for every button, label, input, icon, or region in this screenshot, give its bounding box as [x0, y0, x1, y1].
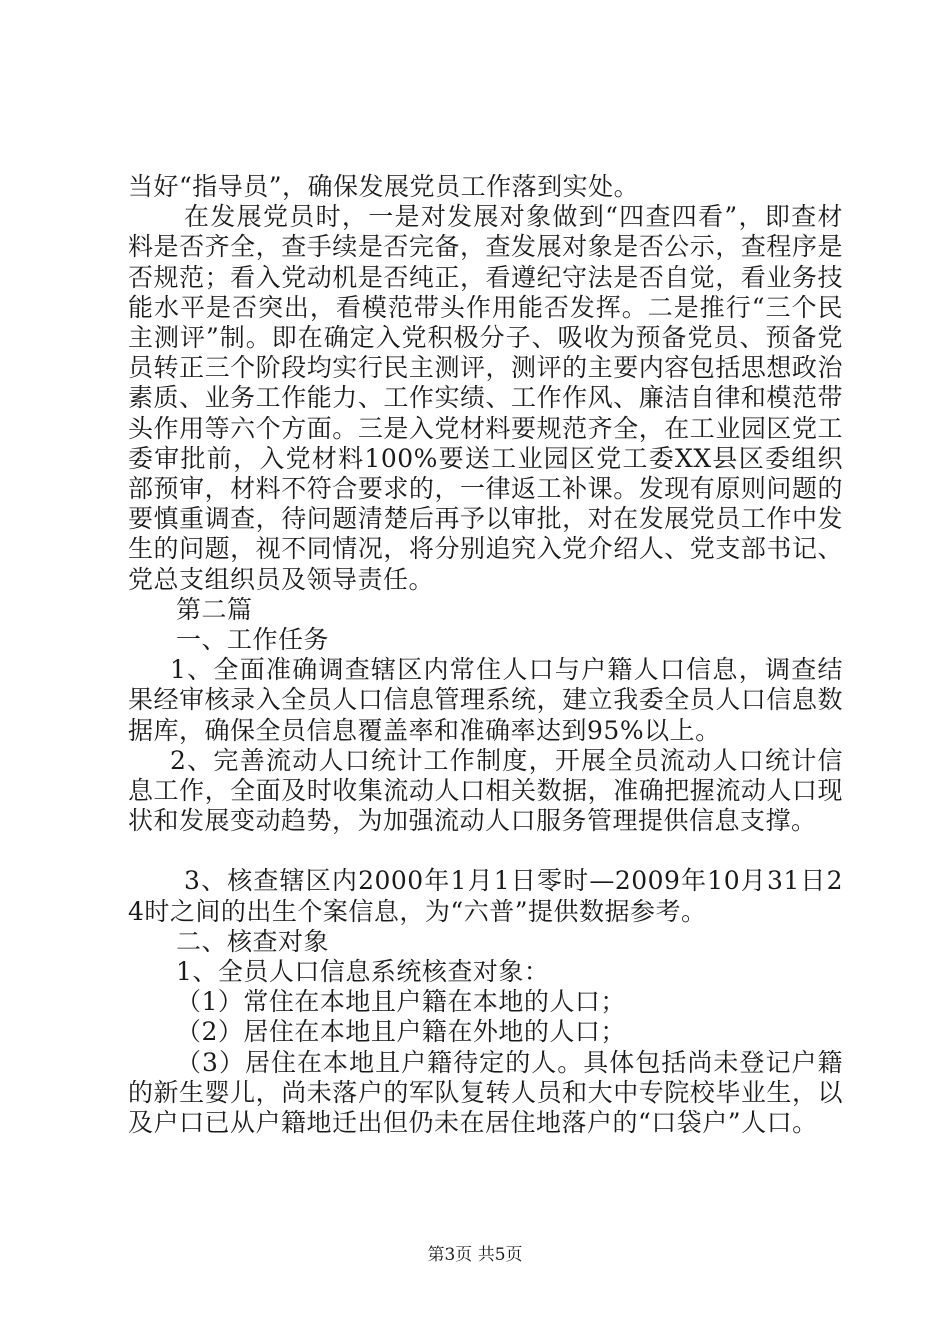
heading-check-targets: 二、核查对象 — [176, 926, 330, 956]
page-footer: 第3页 共5页 — [427, 1245, 523, 1265]
list-item-target-2: （2）居住在本地且户籍在外地的人口； — [176, 1017, 626, 1047]
paragraph-task-2: 2、完善流动人口统计工作制度，开展全员流动人口统计信息工作，全面及时收集流动人口相关数据，准确把握流动人口现状和发展变动趋势，为加强流动人口服务管理提供信息支撑。 — [128, 745, 843, 836]
paragraph-continuation: 当好“指导员”，确保发展党员工作落到实处。 — [128, 172, 640, 201]
list-item-target-3: （3）居住在本地且户籍待定的人。具体包括尚未登记户籍的新生婴儿，尚未落户的军队复转人员和大中专院校毕业生，以及户口已从户籍地迁出但仍未在居住地落户的“口袋户”人口。 — [128, 1047, 843, 1138]
document-body — [128, 172, 843, 1138]
paragraph-party-development: 在发展党员时，一是对发展对象做到“四查四看”，即查材料是否齐全，查手续是否完备，查发展对象是否公示，查程序是否规范；看入党动机是否纯正，看遵纪守法是否自觉，看业务技能水平是否突出，看模范带头作用能否发挥。二是推行“三个民主测评”制。即在确定入党积极分子、吸收为预备党员、预备党员转正三个阶段均实行民主测评，测评的主要内容包括思想政治素质、业务工作能力、工作实绩、工作作风、廉洁自律和模范带头作用等六个方面。三是入党材料要规范齐全，在工业园区党工委审批前，入党材料100%要送工业园区党工委XX县区委组织部预审，材料不符合要求的，一律返工补课。发现有原则问题的要慎重调查，待问题清楚后再予以审批，对在发展党员工作中发生的问题，视不同情况，将分别追究入党介绍人、党支部书记、党总支组织员及领导责任。 — [128, 202, 843, 594]
paragraph-task-1: 1、全面准确调查辖区内常住人口与户籍人口信息，调查结果经审核录入全员人口信息管理系统，建立我委全员人口信息数据库，确保全员信息覆盖率和准确率达到95%以上。 — [128, 655, 843, 745]
paragraph-spacer — [128, 836, 843, 866]
paragraph-task-3: 3、核查辖区内2000年1月1日零时—2009年10月31日24时之间的出生个案信息，为“六普”提供数据参考。 — [128, 866, 843, 926]
list-item-target-1: （1）常住在本地且户籍在本地的人口； — [176, 987, 626, 1017]
section-title-part-two: 第二篇 — [176, 594, 253, 624]
paragraph-target-intro: 1、全员人口信息系统核查对象： — [176, 957, 550, 987]
heading-work-tasks: 一、工作任务 — [176, 625, 330, 655]
